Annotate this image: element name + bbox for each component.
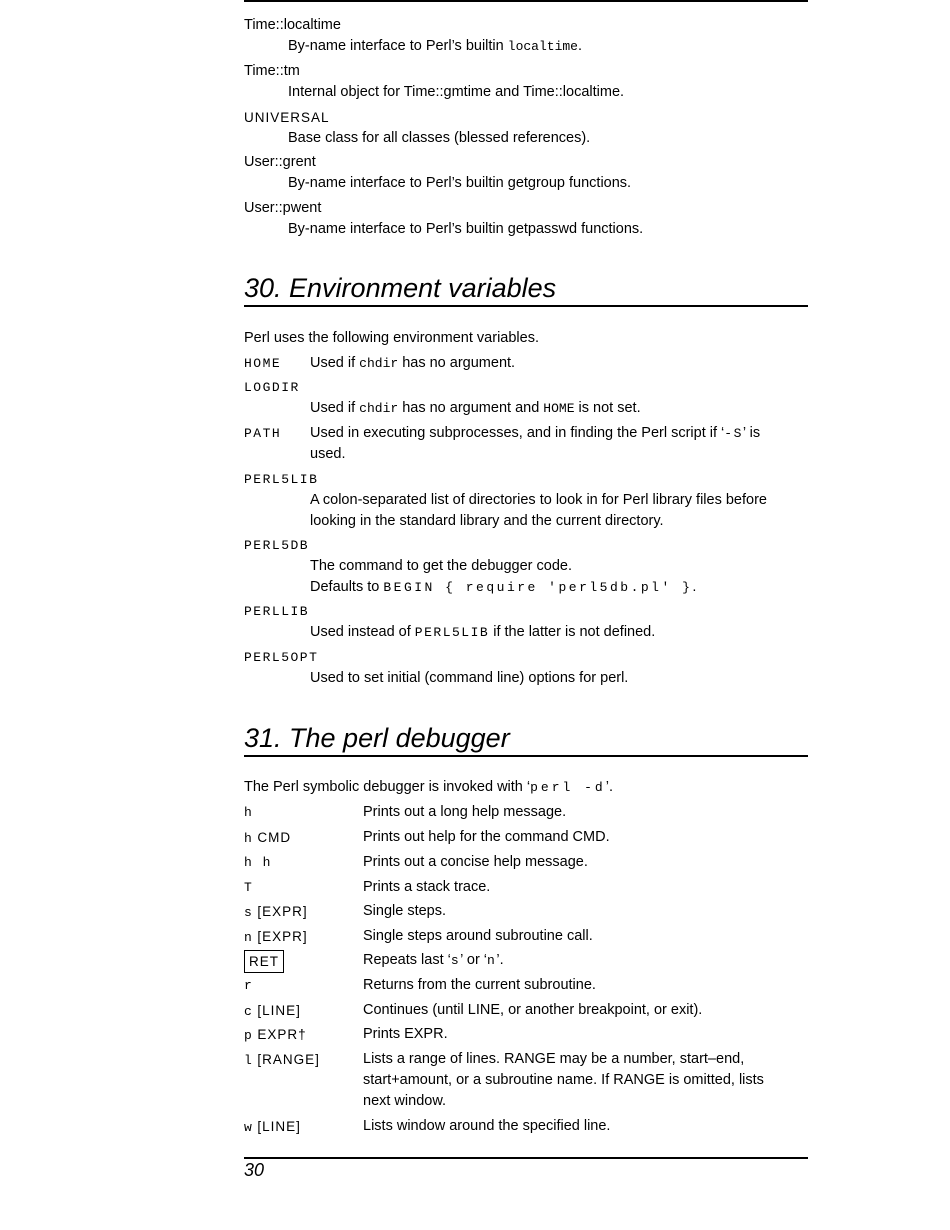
env-var-home [244, 353, 808, 374]
module-desc: Internal object for Time::gmtime and Time::localtime. [288, 84, 625, 100]
module-desc: Base class for all classes (blessed references). [288, 130, 591, 146]
section-heading-environment: 30. Environment variables [244, 271, 808, 307]
env-var-name: LOGDIR [244, 380, 300, 395]
module-desc: By-name interface to Perl’s builtin localtime. [288, 38, 583, 54]
env-var-desc: A colon-separated list of directories to look in for Perl library files before looking in the standard library and the current directory. [310, 492, 767, 529]
env-var-path [244, 423, 808, 465]
top-rule [244, 0, 808, 2]
env-var-logdir [244, 377, 808, 419]
env-var-desc: The command to get the debugger code. Defaults to BEGIN { require 'perl5db.pl' }. [310, 558, 697, 595]
module-name: Time::tm [244, 63, 300, 79]
module-entry [244, 61, 808, 103]
module-name: Time::localtime [244, 17, 341, 33]
env-var-name: HOME [244, 356, 282, 371]
env-var-name: PERL5DB [244, 538, 310, 553]
env-var-perl5lib [244, 469, 808, 532]
page-number: 30 [244, 1160, 265, 1180]
env-var-perllib [244, 601, 808, 643]
module-entry [244, 15, 808, 57]
env-var-desc: Used in executing subprocesses, and in finding the Perl script if ‘-S’ is used. [310, 425, 761, 462]
env-var-name: PATH [244, 426, 282, 441]
env-var-name: PERL5LIB [244, 472, 319, 487]
module-entry [244, 107, 808, 149]
module-entry [244, 152, 808, 194]
footer-rule [244, 1157, 808, 1159]
module-name: User::pwent [244, 200, 322, 216]
debugger-intro: The Perl symbolic debugger is invoked with ‘perl -d’. [244, 779, 613, 795]
env-var-desc: Used instead of PERL5LIB if the latter is not defined. [310, 624, 656, 640]
env-intro: Perl uses the following environment variables. [244, 330, 539, 346]
section-heading-debugger: 31. The perl debugger [244, 721, 808, 757]
env-var-desc: Used to set initial (command line) options for perl. [310, 670, 629, 686]
env-var-name: PERL5OPT [244, 650, 319, 665]
module-desc: By-name interface to Perl’s builtin getpasswd functions. [288, 221, 644, 237]
env-var-desc: Used if chdir has no argument. [310, 355, 516, 371]
module-entry [244, 198, 808, 240]
env-var-name: PERLLIB [244, 604, 310, 619]
module-name: UNIVERSAL [244, 110, 330, 125]
module-name: User::grent [244, 154, 316, 170]
ret-key: RET [244, 950, 284, 973]
module-desc: By-name interface to Perl’s builtin getgroup functions. [288, 175, 632, 191]
env-var-desc: Used if chdir has no argument and HOME is not set. [310, 400, 641, 416]
env-var-perl5opt [244, 647, 808, 689]
env-var-perl5db [244, 535, 808, 598]
